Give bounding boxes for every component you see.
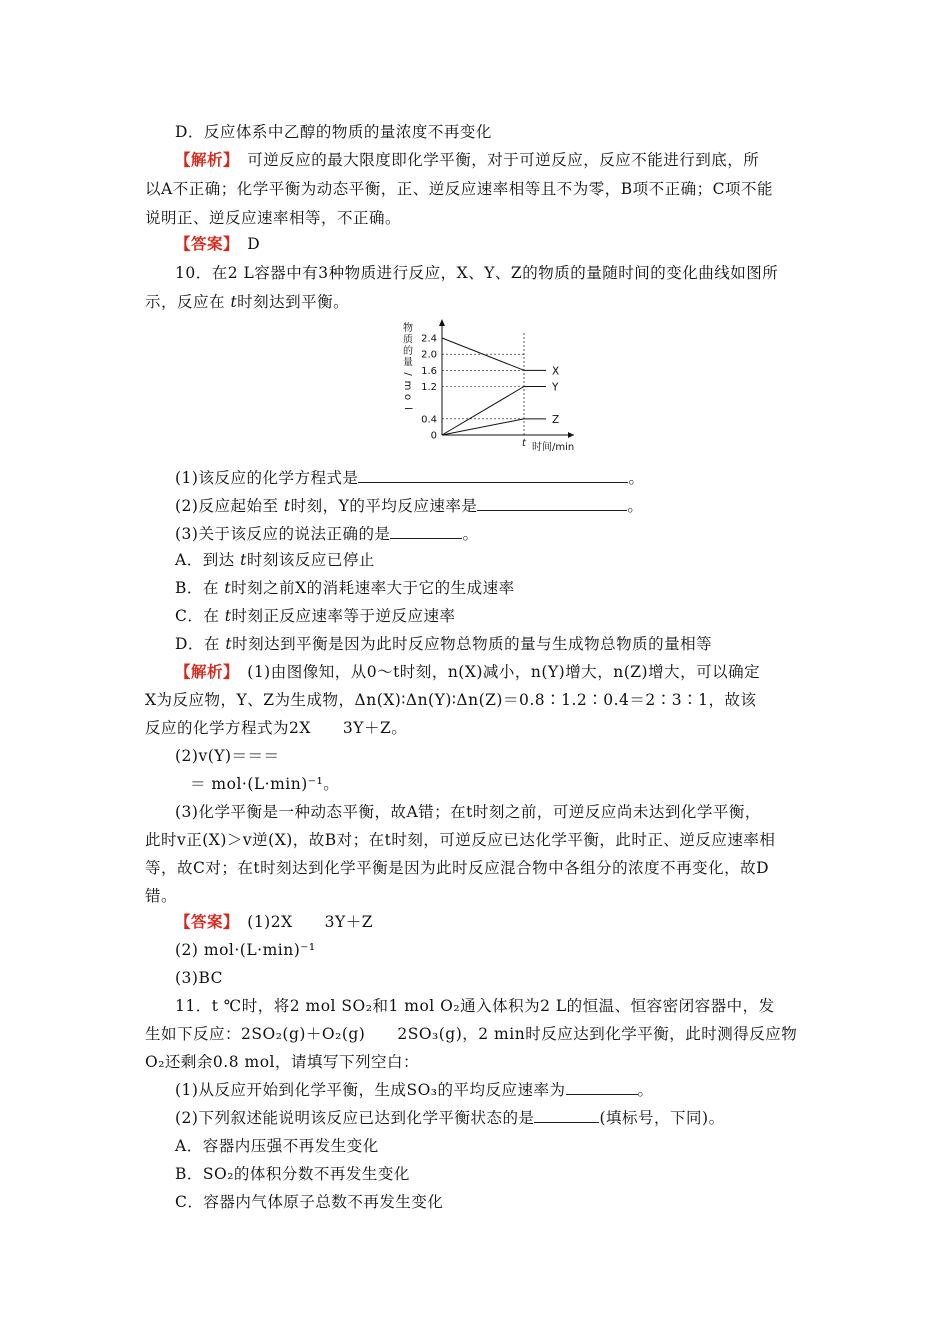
text-line: 此时v正(X)＞v逆(X)，故B对；在t时刻，可逆反应已达化学平衡，此时正、逆反应速率相 <box>145 831 776 849</box>
answer-blank[interactable] <box>358 468 628 483</box>
answer-blank[interactable] <box>477 496 627 511</box>
y-tick-label: 2.0 <box>421 349 437 361</box>
text-line: ＝ mol·(L·min)⁻¹。 <box>190 775 340 793</box>
text-line: 等，故C对；在t时刻达到化学平衡是因为此时反应混合物中各组分的浓度不再变化，故D <box>145 859 770 877</box>
text-span: 。 <box>628 469 645 487</box>
y-tick-label: 2.4 <box>421 333 437 345</box>
y-tick-label: 1.6 <box>421 365 437 377</box>
text-line: 错。 <box>145 887 178 905</box>
text-span: A．到达 <box>175 551 241 569</box>
x-axis-label: 时间/min <box>532 442 575 453</box>
time-symbol: t <box>224 579 232 597</box>
option-b: B．SO₂的体积分数不再发生变化 <box>175 1165 410 1183</box>
text-span: (1)2X 3Y＋Z <box>231 913 373 931</box>
y-tick-label: 1.2 <box>421 382 437 393</box>
text-span: 时刻该反应已停止 <box>246 551 375 569</box>
text-span: 时刻达到平衡是因为此时反应物总物质的量与生成物总物质的量相等 <box>232 635 713 653</box>
series-label-x: X <box>552 365 560 378</box>
text-line: (3)BC <box>175 969 223 987</box>
answer-blank[interactable] <box>534 1108 599 1123</box>
text-line <box>175 234 260 254</box>
question-line <box>175 1108 725 1128</box>
y-axis-label-char: m <box>402 380 413 391</box>
question-11-line: 11．t ℃时，将2 mol SO₂和1 mol O₂通入体积为2 L的恒温、恒容密闭容器中，发 <box>175 997 775 1015</box>
text-span: (1)由图像知，从0～t时刻，n(X)减小，n(Y)增大，n(Z)增大，可以确定 <box>231 663 761 681</box>
text-span: 。 <box>627 497 644 515</box>
x-axis-arrow <box>568 432 574 438</box>
text-line: X为反应物，Y、Z为生成物，Δn(X)∶Δn(Y)∶Δn(Z)＝0.8∶1.2∶0.4＝2∶3∶1，故该 <box>145 691 757 709</box>
question-line <box>175 1080 654 1100</box>
option-c: C．容器内气体原子总数不再发生变化 <box>175 1193 444 1211</box>
text-span: (3)关于该反应的说法正确的是 <box>175 525 391 543</box>
answer-blank[interactable] <box>390 524 462 539</box>
text-line: (2) mol·(L·min)⁻¹ <box>175 941 316 959</box>
time-symbol: t <box>230 293 238 311</box>
text-span: 示，反应在 <box>145 293 231 311</box>
time-symbol: t <box>283 497 291 515</box>
text-line <box>175 912 373 932</box>
text-span: (2)下列叙述能说明该反应已达到化学平衡状态的是 <box>175 1109 535 1127</box>
text-line: D．反应体系中乙醇的物质的量浓度不再变化 <box>175 123 492 141</box>
text-span: 时刻之前X的消耗速率大于它的生成速率 <box>231 579 515 597</box>
text-line <box>175 662 760 682</box>
answer-tag: 【答案】 <box>175 234 232 253</box>
x-tick-label: t <box>522 438 526 449</box>
series-label-z: Z <box>552 413 560 426</box>
text-span: 。 <box>637 1081 654 1099</box>
text-span: 时刻，Y的平均反应速率是 <box>290 497 478 515</box>
time-symbol: t <box>225 635 233 653</box>
option-c <box>175 606 456 626</box>
text-line <box>145 292 349 312</box>
text-span: (2)反应起始至 <box>175 497 284 515</box>
text-line: 说明正、逆反应速率相等，不正确。 <box>145 209 402 227</box>
question-10-line: 10．在2 L容器中有3种物质进行反应，X、Y、Z的物质的量随时间的变化曲线如图所 <box>175 264 779 282</box>
answer-blank[interactable] <box>566 1080 638 1095</box>
y-axis-label-char: 量 <box>403 357 413 369</box>
text-line: 反应的化学方程式为2X 3Y＋Z。 <box>145 719 408 737</box>
text-line: (3)化学平衡是一种动态平衡，故A错；在t时刻之前，可逆反应尚未达到化学平衡， <box>175 803 761 821</box>
text-line: 生如下反应：2SO₂(g)＋O₂(g) 2SO₃(g)，2 min时反应达到化学平衡，此时测得反应物 <box>145 1025 798 1043</box>
answer-tag: 【答案】 <box>175 912 232 931</box>
series-line-y <box>442 387 524 436</box>
text-span: (1)从反应开始到化学平衡，生成SO₃的平均反应速率为 <box>175 1081 566 1099</box>
text-line: 以A不正确；化学平衡为动态平衡，正、逆反应速率相等且不为零，B项不正确；C项不能 <box>145 180 773 198</box>
text-line: (2)v(Y)＝＝＝ <box>175 747 280 765</box>
y-axis-label-char: 物 <box>403 323 413 334</box>
text-line <box>175 150 759 170</box>
analysis-tag: 【解析】 <box>175 150 232 169</box>
text-span: 时刻达到平衡。 <box>237 293 350 311</box>
amount-time-chart <box>398 317 588 457</box>
option-b <box>175 578 515 598</box>
text-span: 时刻正反应速率等于逆反应速率 <box>231 607 456 625</box>
series-label-y: Y <box>552 381 559 394</box>
text-span: C．在 <box>175 607 225 625</box>
y-axis-label-char: l <box>402 407 413 410</box>
y-axis-label-char: / <box>402 372 413 376</box>
y-axis-arrow <box>439 319 445 326</box>
time-symbol: t <box>224 607 232 625</box>
question-line <box>175 524 478 544</box>
y-tick-label: 0.4 <box>421 414 437 426</box>
text-span: D <box>231 235 261 253</box>
option-a: A．容器内压强不再发生变化 <box>175 1137 379 1155</box>
y-axis-label-char: o <box>402 393 413 401</box>
question-line <box>175 468 644 488</box>
analysis-tag: 【解析】 <box>175 662 232 681</box>
text-span: 。 <box>462 525 479 543</box>
y-tick-label: 0 <box>430 430 437 442</box>
question-line <box>175 496 643 516</box>
text-span: 可逆反应的最大限度即化学平衡，对于可逆反应，反应不能进行到底，所 <box>231 151 760 169</box>
text-span: (1)该反应的化学方程式是 <box>175 469 359 487</box>
y-axis-label-char: 的 <box>403 346 413 357</box>
text-span: (填标号，下同)。 <box>599 1109 725 1127</box>
option-a <box>175 550 375 570</box>
text-span: D．在 <box>175 635 226 653</box>
option-d <box>175 634 712 654</box>
text-line: O₂还剩余0.8 mol，请填写下列空白： <box>145 1053 419 1071</box>
time-symbol: t <box>240 551 247 569</box>
y-axis-label-char: 质 <box>403 334 413 346</box>
text-span: B．在 <box>175 579 225 597</box>
series-line-z <box>442 419 524 435</box>
